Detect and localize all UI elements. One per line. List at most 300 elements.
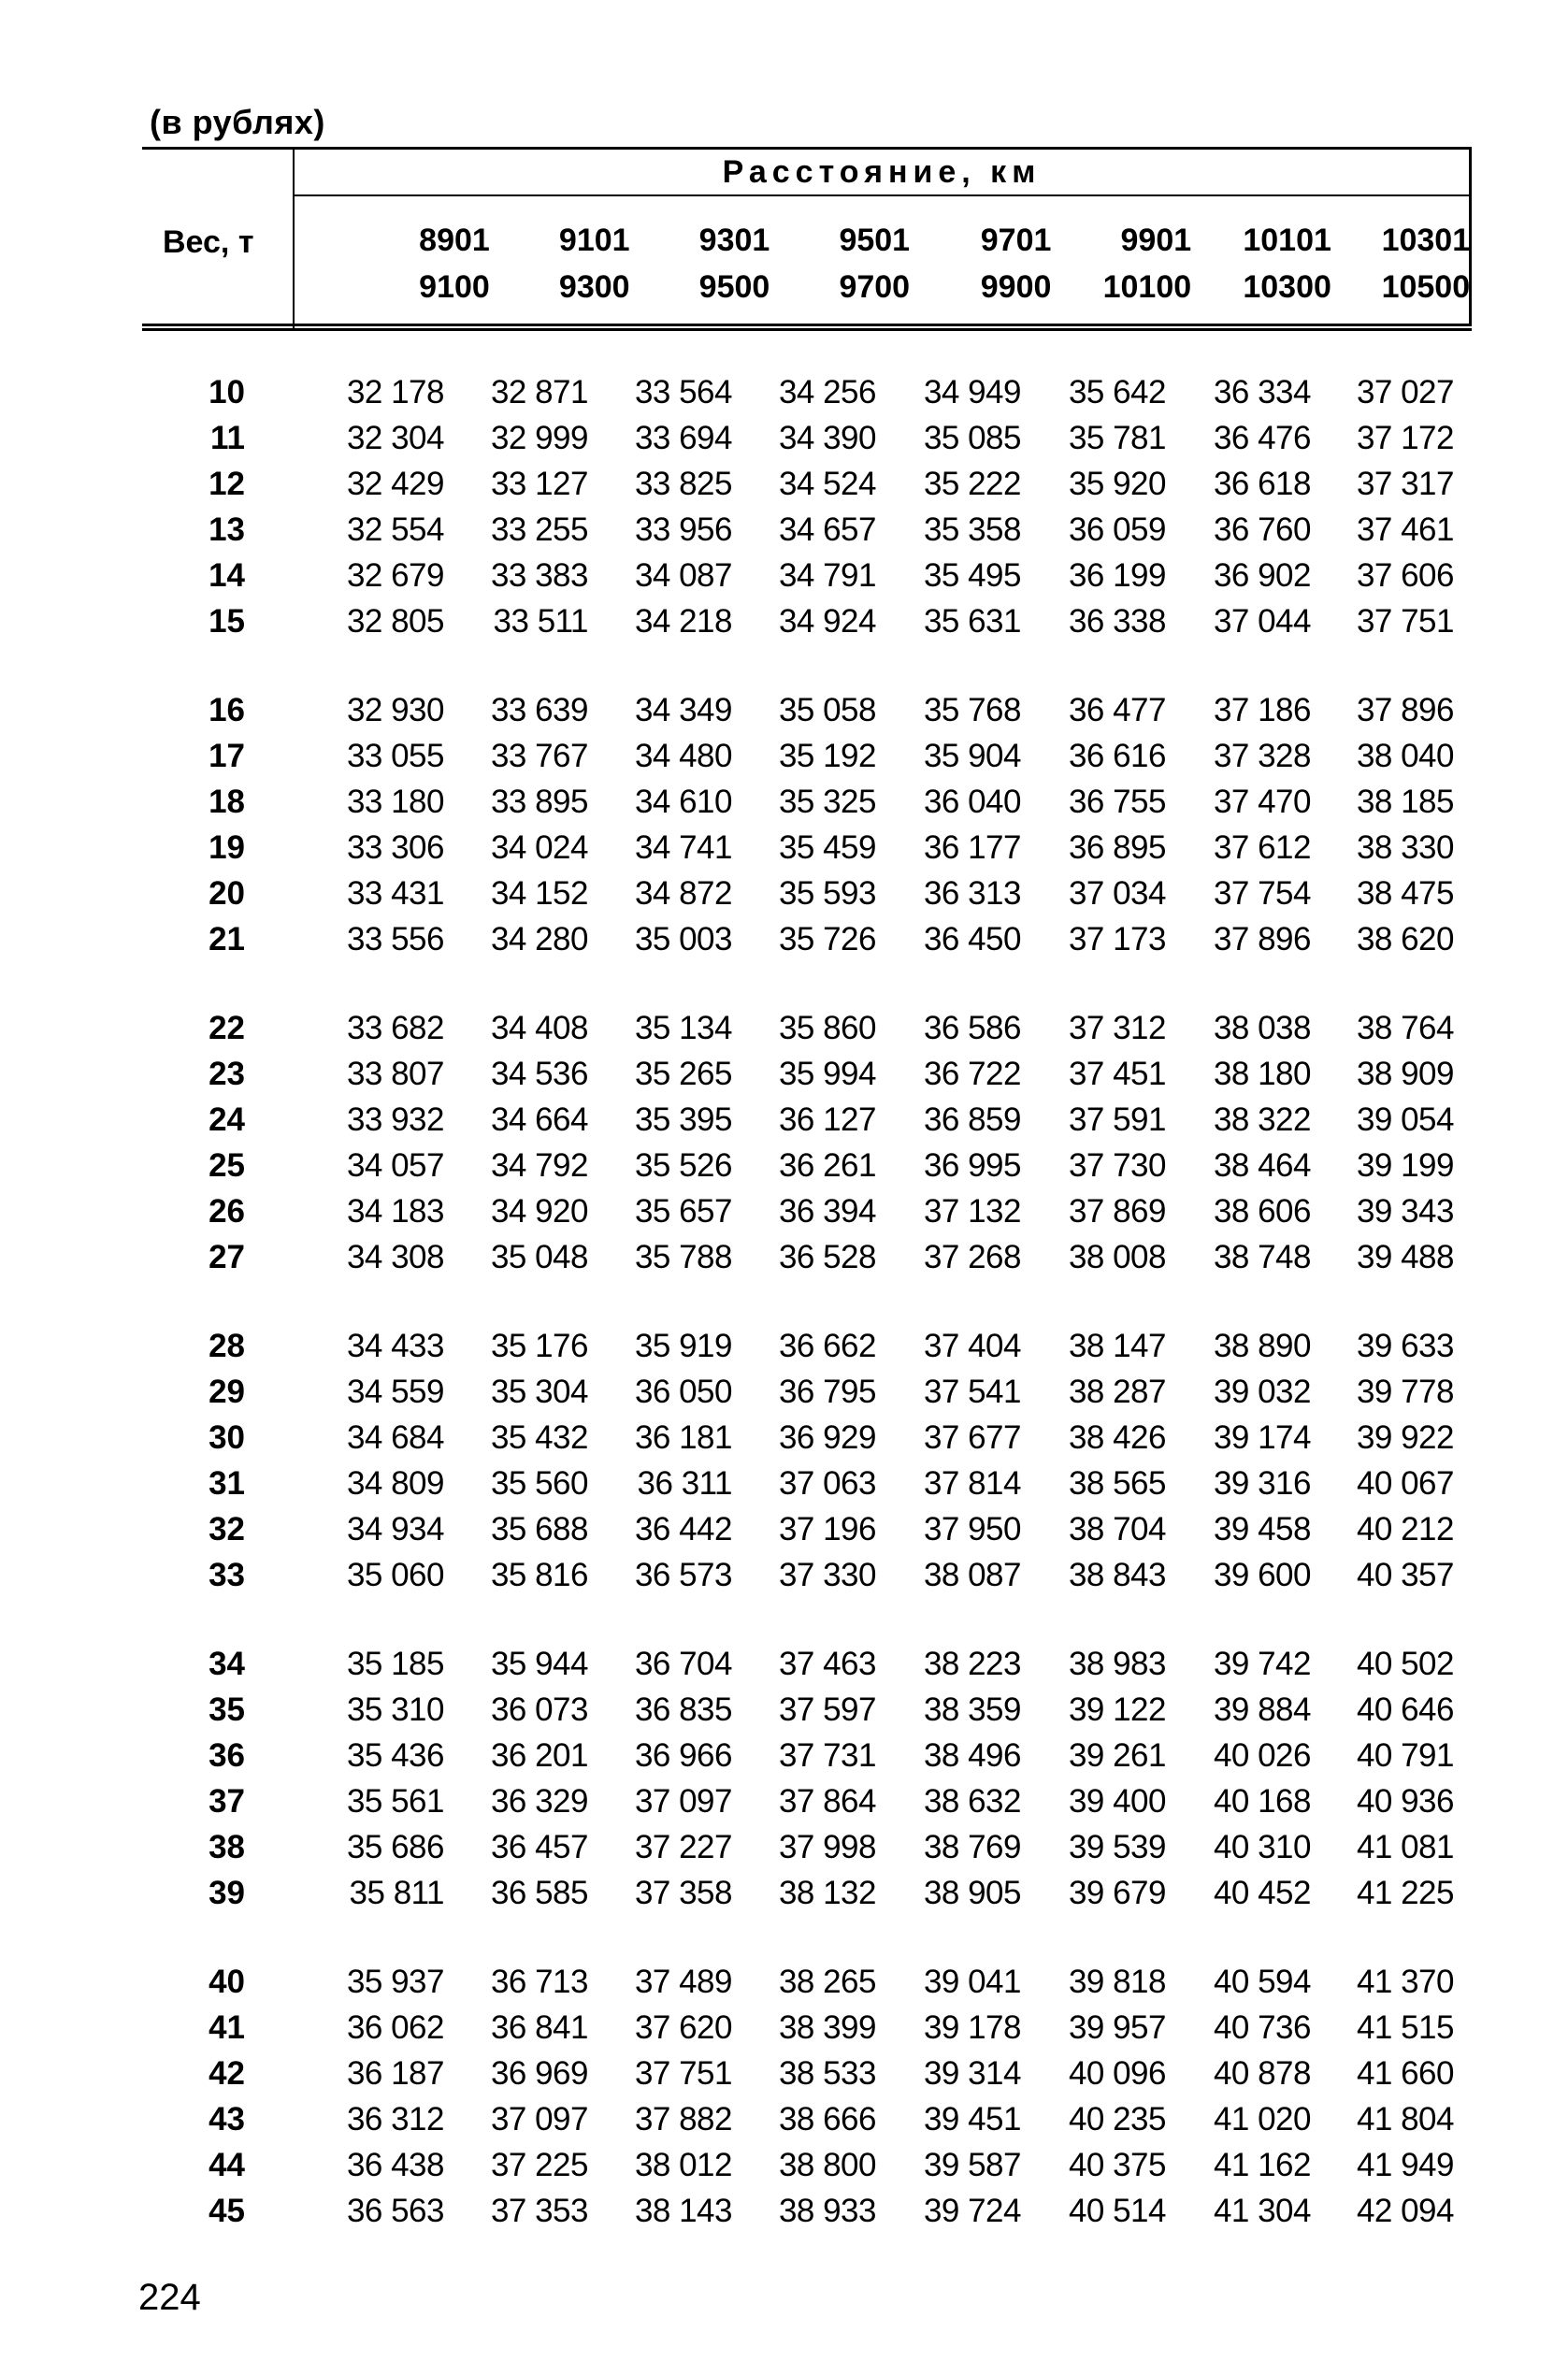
price-cell: 33 306 [346, 829, 444, 866]
price-cell: 35 304 [490, 1374, 588, 1410]
weight-cell: 44 [209, 2147, 245, 2183]
price-cell: 35 003 [634, 921, 732, 957]
table-row [142, 2188, 1472, 2234]
price-cell: 40 791 [1356, 1737, 1454, 1774]
price-cell: 36 573 [634, 1557, 732, 1593]
price-cell: 35 994 [778, 1056, 876, 1092]
price-cell: 35 134 [634, 1010, 732, 1046]
price-cell: 36 127 [778, 1101, 876, 1138]
table-row [142, 1870, 1472, 1916]
price-cell: 34 390 [778, 420, 876, 456]
price-cell: 35 085 [923, 420, 1021, 456]
price-cell: 35 919 [634, 1328, 732, 1364]
price-cell: 38 800 [778, 2147, 876, 2183]
price-cell: 37 882 [634, 2101, 732, 2138]
price-cell: 36 713 [490, 1964, 588, 2000]
table-row [142, 2142, 1472, 2188]
price-cell: 37 034 [1068, 875, 1166, 912]
price-cell: 40 646 [1356, 1691, 1454, 1728]
price-cell: 35 688 [490, 1511, 588, 1547]
price-cell: 33 255 [490, 511, 588, 548]
price-cell: 39 884 [1213, 1691, 1311, 1728]
price-cell: 36 059 [1068, 511, 1166, 548]
weight-cell: 40 [209, 1964, 245, 2000]
price-cell: 34 536 [490, 1056, 588, 1092]
price-cell: 40 310 [1213, 1829, 1311, 1865]
price-cell: 37 461 [1356, 511, 1454, 548]
table-row [142, 733, 1472, 779]
weight-cell: 30 [209, 1419, 245, 1456]
price-cell: 36 177 [923, 829, 1021, 866]
price-cell: 36 199 [1068, 557, 1166, 594]
price-cell: 34 610 [634, 784, 732, 820]
price-cell: 35 781 [1068, 420, 1166, 456]
price-cell: 36 050 [634, 1374, 732, 1410]
table-row [142, 1641, 1472, 1687]
weight-cell: 20 [209, 875, 245, 912]
price-cell: 36 201 [490, 1737, 588, 1774]
price-cell: 37 132 [923, 1193, 1021, 1230]
weight-cell: 29 [209, 1374, 245, 1410]
table-row [142, 1097, 1472, 1143]
price-cell: 37 353 [490, 2193, 588, 2229]
price-cell: 35 395 [634, 1101, 732, 1138]
weight-cell: 34 [209, 1646, 245, 1682]
range-to: 10500 [1381, 269, 1471, 305]
price-cell: 36 187 [346, 2055, 444, 2092]
price-cell: 38 180 [1213, 1056, 1311, 1092]
price-cell: 38 464 [1213, 1147, 1311, 1184]
price-cell: 37 317 [1356, 466, 1454, 502]
price-cell: 33 055 [346, 738, 444, 774]
price-cell: 34 057 [346, 1147, 444, 1184]
price-cell: 36 795 [778, 1374, 876, 1410]
price-cell: 32 178 [346, 374, 444, 410]
price-cell: 37 225 [490, 2147, 588, 2183]
price-cell: 37 896 [1356, 692, 1454, 728]
price-cell: 37 612 [1213, 829, 1311, 866]
price-cell: 37 172 [1356, 420, 1454, 456]
price-cell: 35 058 [778, 692, 876, 728]
price-cell: 39 314 [923, 2055, 1021, 2092]
price-cell: 35 265 [634, 1056, 732, 1092]
price-cell: 34 308 [346, 1239, 444, 1275]
price-cell: 40 736 [1213, 2009, 1311, 2046]
price-cell: 34 524 [778, 466, 876, 502]
range-from: 9101 [558, 223, 630, 258]
price-cell: 35 904 [923, 738, 1021, 774]
table-row [142, 1552, 1472, 1598]
price-cell: 33 694 [634, 420, 732, 456]
price-cell: 40 514 [1068, 2193, 1166, 2229]
price-cell: 37 312 [1068, 1010, 1166, 1046]
price-cell: 41 660 [1356, 2055, 1454, 2092]
price-cell: 37 731 [778, 1737, 876, 1774]
price-cell: 37 677 [923, 1419, 1021, 1456]
range-to: 9300 [558, 269, 630, 305]
price-cell: 41 304 [1213, 2193, 1311, 2229]
price-cell: 39 600 [1213, 1557, 1311, 1593]
price-cell: 41 162 [1213, 2147, 1311, 2183]
table-row [142, 1415, 1472, 1461]
weight-cell: 37 [209, 1783, 245, 1820]
price-cell: 39 742 [1213, 1646, 1311, 1682]
table-row [142, 2005, 1472, 2051]
price-cell: 38 399 [778, 2009, 876, 2046]
range-from: 9301 [698, 223, 770, 258]
weight-cell: 26 [209, 1193, 245, 1230]
weight-cell: 19 [209, 829, 245, 866]
price-cell: 34 741 [634, 829, 732, 866]
price-cell: 41 225 [1356, 1875, 1454, 1911]
row-group [142, 1323, 1472, 1598]
price-cell: 34 949 [923, 374, 1021, 410]
price-cell: 37 998 [778, 1829, 876, 1865]
price-cell: 35 048 [490, 1239, 588, 1275]
price-cell: 34 657 [778, 511, 876, 548]
price-cell: 37 864 [778, 1783, 876, 1820]
price-cell: 35 358 [923, 511, 1021, 548]
price-cell: 41 949 [1356, 2147, 1454, 2183]
price-cell: 34 408 [490, 1010, 588, 1046]
price-cell: 35 593 [778, 875, 876, 912]
price-cell: 36 563 [346, 2193, 444, 2229]
price-cell: 40 452 [1213, 1875, 1311, 1911]
weight-cell: 32 [209, 1511, 245, 1547]
price-cell: 39 451 [923, 2101, 1021, 2138]
price-cell: 34 872 [634, 875, 732, 912]
price-cell: 35 657 [634, 1193, 732, 1230]
price-cell: 38 322 [1213, 1101, 1311, 1138]
price-cell: 35 631 [923, 603, 1021, 640]
price-cell: 37 463 [778, 1646, 876, 1682]
weight-cell: 24 [209, 1101, 245, 1138]
price-cell: 36 062 [346, 2009, 444, 2046]
price-cell: 32 805 [346, 603, 444, 640]
price-cell: 38 909 [1356, 1056, 1454, 1092]
weight-cell: 22 [209, 1010, 245, 1046]
price-cell: 36 586 [923, 1010, 1021, 1046]
price-cell: 36 585 [490, 1875, 588, 1911]
table-row [142, 553, 1472, 598]
price-cell: 38 666 [778, 2101, 876, 2138]
price-cell: 38 265 [778, 1964, 876, 2000]
row-group [142, 1959, 1472, 2234]
table-row [142, 598, 1472, 644]
price-cell: 33 383 [490, 557, 588, 594]
price-cell: 39 199 [1356, 1147, 1454, 1184]
price-cell: 40 357 [1356, 1557, 1454, 1593]
weight-cell: 23 [209, 1056, 245, 1092]
price-cell: 34 152 [490, 875, 588, 912]
price-cell: 36 040 [923, 784, 1021, 820]
weight-cell: 31 [209, 1465, 245, 1502]
price-cell: 37 027 [1356, 374, 1454, 410]
price-cell: 33 932 [346, 1101, 444, 1138]
table-row [142, 369, 1472, 415]
price-cell: 38 704 [1068, 1511, 1166, 1547]
price-cell: 35 325 [778, 784, 876, 820]
price-cell: 41 020 [1213, 2101, 1311, 2138]
weight-cell: 42 [209, 2055, 245, 2092]
weight-cell: 25 [209, 1147, 245, 1184]
price-cell: 39 818 [1068, 1964, 1166, 2000]
price-cell: 35 185 [346, 1646, 444, 1682]
price-cell: 36 755 [1068, 784, 1166, 820]
price-cell: 38 330 [1356, 829, 1454, 866]
range-from: 10101 [1243, 223, 1331, 258]
price-cell: 39 054 [1356, 1101, 1454, 1138]
price-cell: 41 370 [1356, 1964, 1454, 2000]
price-cell: 36 442 [634, 1511, 732, 1547]
price-cell: 37 730 [1068, 1147, 1166, 1184]
range-to: 10300 [1243, 269, 1331, 305]
price-cell: 40 235 [1068, 2101, 1166, 2138]
row-group [142, 687, 1472, 962]
price-cell: 35 560 [490, 1465, 588, 1502]
price-cell: 36 929 [778, 1419, 876, 1456]
price-cell: 34 924 [778, 603, 876, 640]
price-cell: 37 606 [1356, 557, 1454, 594]
price-cell: 38 632 [923, 1783, 1021, 1820]
price-cell: 38 620 [1356, 921, 1454, 957]
price-cell: 39 488 [1356, 1239, 1454, 1275]
price-cell: 38 426 [1068, 1419, 1166, 1456]
price-cell: 40 212 [1356, 1511, 1454, 1547]
price-cell: 34 480 [634, 738, 732, 774]
price-cell: 33 807 [346, 1056, 444, 1092]
price-cell: 38 185 [1356, 784, 1454, 820]
price-cell: 35 432 [490, 1419, 588, 1456]
price-cell: 39 122 [1068, 1691, 1166, 1728]
table-row [142, 1051, 1472, 1097]
price-cell: 35 495 [923, 557, 1021, 594]
price-cell: 37 950 [923, 1511, 1021, 1547]
price-cell: 34 024 [490, 829, 588, 866]
table-row [142, 1506, 1472, 1552]
price-cell: 37 330 [778, 1557, 876, 1593]
price-cell: 38 933 [778, 2193, 876, 2229]
weight-cell: 17 [209, 738, 245, 774]
table-row [142, 461, 1472, 507]
price-cell: 33 639 [490, 692, 588, 728]
price-cell: 38 496 [923, 1737, 1021, 1774]
price-cell: 36 722 [923, 1056, 1021, 1092]
price-cell: 35 788 [634, 1239, 732, 1275]
price-cell: 34 934 [346, 1511, 444, 1547]
table-row [142, 1143, 1472, 1188]
price-cell: 35 944 [490, 1646, 588, 1682]
price-cell: 36 616 [1068, 738, 1166, 774]
weight-cell: 16 [209, 692, 245, 728]
price-cell: 37 620 [634, 2009, 732, 2046]
price-cell: 32 871 [490, 374, 588, 410]
price-cell: 35 686 [346, 1829, 444, 1865]
price-cell: 36 662 [778, 1328, 876, 1364]
weight-cell: 38 [209, 1829, 245, 1865]
price-cell: 35 176 [490, 1328, 588, 1364]
price-cell: 32 429 [346, 466, 444, 502]
price-cell: 38 843 [1068, 1557, 1166, 1593]
table-row [142, 916, 1472, 962]
price-cell: 39 174 [1213, 1419, 1311, 1456]
price-cell: 39 922 [1356, 1419, 1454, 1456]
price-cell: 36 261 [778, 1147, 876, 1184]
price-cell: 37 751 [634, 2055, 732, 2092]
price-cell: 38 087 [923, 1557, 1021, 1593]
row-group [142, 369, 1472, 644]
price-cell: 37 814 [923, 1465, 1021, 1502]
price-cell: 34 280 [490, 921, 588, 957]
price-cell: 34 920 [490, 1193, 588, 1230]
table-row [142, 2096, 1472, 2142]
price-cell: 37 896 [1213, 921, 1311, 957]
weight-cell: 10 [209, 374, 245, 410]
range-to: 9900 [980, 269, 1052, 305]
table-row [142, 2051, 1472, 2096]
price-cell: 36 760 [1213, 511, 1311, 548]
weight-cell: 13 [209, 511, 245, 548]
price-cell: 39 539 [1068, 1829, 1166, 1865]
range-from: 10301 [1381, 223, 1471, 258]
price-cell: 36 312 [346, 2101, 444, 2138]
price-cell: 34 256 [778, 374, 876, 410]
table-row [142, 871, 1472, 916]
price-cell: 35 860 [778, 1010, 876, 1046]
price-cell: 37 404 [923, 1328, 1021, 1364]
table-row [142, 1369, 1472, 1415]
price-cell: 40 502 [1356, 1646, 1454, 1682]
price-cell: 36 477 [1068, 692, 1166, 728]
price-cell: 40 594 [1213, 1964, 1311, 2000]
price-cell: 36 835 [634, 1691, 732, 1728]
weight-cell: 36 [209, 1737, 245, 1774]
price-cell: 38 769 [923, 1829, 1021, 1865]
price-cell: 36 311 [637, 1465, 732, 1502]
price-cell: 37 196 [778, 1511, 876, 1547]
price-cell: 39 458 [1213, 1511, 1311, 1547]
price-cell: 39 400 [1068, 1783, 1166, 1820]
price-cell: 37 869 [1068, 1193, 1166, 1230]
price-cell: 40 026 [1213, 1737, 1311, 1774]
price-cell: 34 792 [490, 1147, 588, 1184]
price-cell: 35 920 [1068, 466, 1166, 502]
range-from: 9901 [1120, 223, 1192, 258]
distance-header: Расстояние, км [295, 150, 1472, 196]
price-cell: 39 679 [1068, 1875, 1166, 1911]
price-cell: 36 450 [923, 921, 1021, 957]
price-cell: 38 147 [1068, 1328, 1166, 1364]
weight-cell: 43 [209, 2101, 245, 2138]
price-cell: 33 127 [490, 466, 588, 502]
price-cell: 36 895 [1068, 829, 1166, 866]
price-cell: 40 168 [1213, 1783, 1311, 1820]
price-cell: 38 475 [1356, 875, 1454, 912]
price-cell: 39 178 [923, 2009, 1021, 2046]
price-cell: 33 564 [634, 374, 732, 410]
price-cell: 37 268 [923, 1239, 1021, 1275]
price-cell: 36 618 [1213, 466, 1311, 502]
weight-cell: 27 [209, 1239, 245, 1275]
price-cell: 39 261 [1068, 1737, 1166, 1774]
weight-cell: 45 [209, 2193, 245, 2229]
price-cell: 37 751 [1356, 603, 1454, 640]
price-cell: 38 359 [923, 1691, 1021, 1728]
table-row [142, 1824, 1472, 1870]
range-from: 9501 [839, 223, 911, 258]
price-cell: 37 489 [634, 1964, 732, 2000]
price-cell: 35 768 [923, 692, 1021, 728]
price-cell: 35 459 [778, 829, 876, 866]
table-row [142, 1005, 1472, 1051]
price-cell: 35 726 [778, 921, 876, 957]
price-cell: 40 878 [1213, 2055, 1311, 2092]
table-row [142, 1733, 1472, 1778]
range-to: 10100 [1102, 269, 1192, 305]
price-cell: 40 067 [1356, 1465, 1454, 1502]
price-cell: 37 541 [923, 1374, 1021, 1410]
table-header [142, 147, 1472, 331]
weight-cell: 28 [209, 1328, 245, 1364]
weight-cell: 41 [209, 2009, 245, 2046]
price-cell: 32 999 [490, 420, 588, 456]
price-cell: 38 890 [1213, 1328, 1311, 1364]
range-to: 9700 [839, 269, 911, 305]
weight-cell: 21 [209, 921, 245, 957]
price-cell: 36 438 [346, 2147, 444, 2183]
range-from: 9701 [980, 223, 1052, 258]
price-cell: 37 186 [1213, 692, 1311, 728]
price-cell: 39 032 [1213, 1374, 1311, 1410]
price-cell: 37 063 [778, 1465, 876, 1502]
price-cell: 36 859 [923, 1101, 1021, 1138]
row-group [142, 1641, 1472, 1916]
price-cell: 35 937 [346, 1964, 444, 2000]
price-cell: 34 218 [634, 603, 732, 640]
price-cell: 36 457 [490, 1829, 588, 1865]
price-cell: 38 143 [634, 2193, 732, 2229]
price-cell: 38 008 [1068, 1239, 1166, 1275]
price-cell: 35 561 [346, 1783, 444, 1820]
table-row [142, 415, 1472, 461]
price-cell: 39 587 [923, 2147, 1021, 2183]
price-cell: 37 591 [1068, 1101, 1166, 1138]
table-row [142, 1188, 1472, 1234]
range-to: 9100 [419, 269, 490, 305]
table-row [142, 1959, 1472, 2005]
price-cell: 33 431 [346, 875, 444, 912]
weight-cell: 33 [209, 1557, 245, 1593]
price-cell: 36 995 [923, 1147, 1021, 1184]
price-cell: 41 081 [1356, 1829, 1454, 1865]
price-cell: 35 310 [346, 1691, 444, 1728]
price-cell: 38 533 [778, 2055, 876, 2092]
price-cell: 36 704 [634, 1646, 732, 1682]
price-cell: 34 684 [346, 1419, 444, 1456]
price-cell: 34 664 [490, 1101, 588, 1138]
price-cell: 38 040 [1356, 738, 1454, 774]
price-cell: 32 679 [346, 557, 444, 594]
distance-ranges [295, 196, 1472, 324]
price-cell: 39 343 [1356, 1193, 1454, 1230]
price-cell: 37 328 [1213, 738, 1311, 774]
price-cell: 35 642 [1068, 374, 1166, 410]
price-cell: 33 180 [346, 784, 444, 820]
price-cell: 36 313 [923, 875, 1021, 912]
price-cell: 37 451 [1068, 1056, 1166, 1092]
price-cell: 37 227 [634, 1829, 732, 1865]
price-cell: 36 966 [634, 1737, 732, 1774]
